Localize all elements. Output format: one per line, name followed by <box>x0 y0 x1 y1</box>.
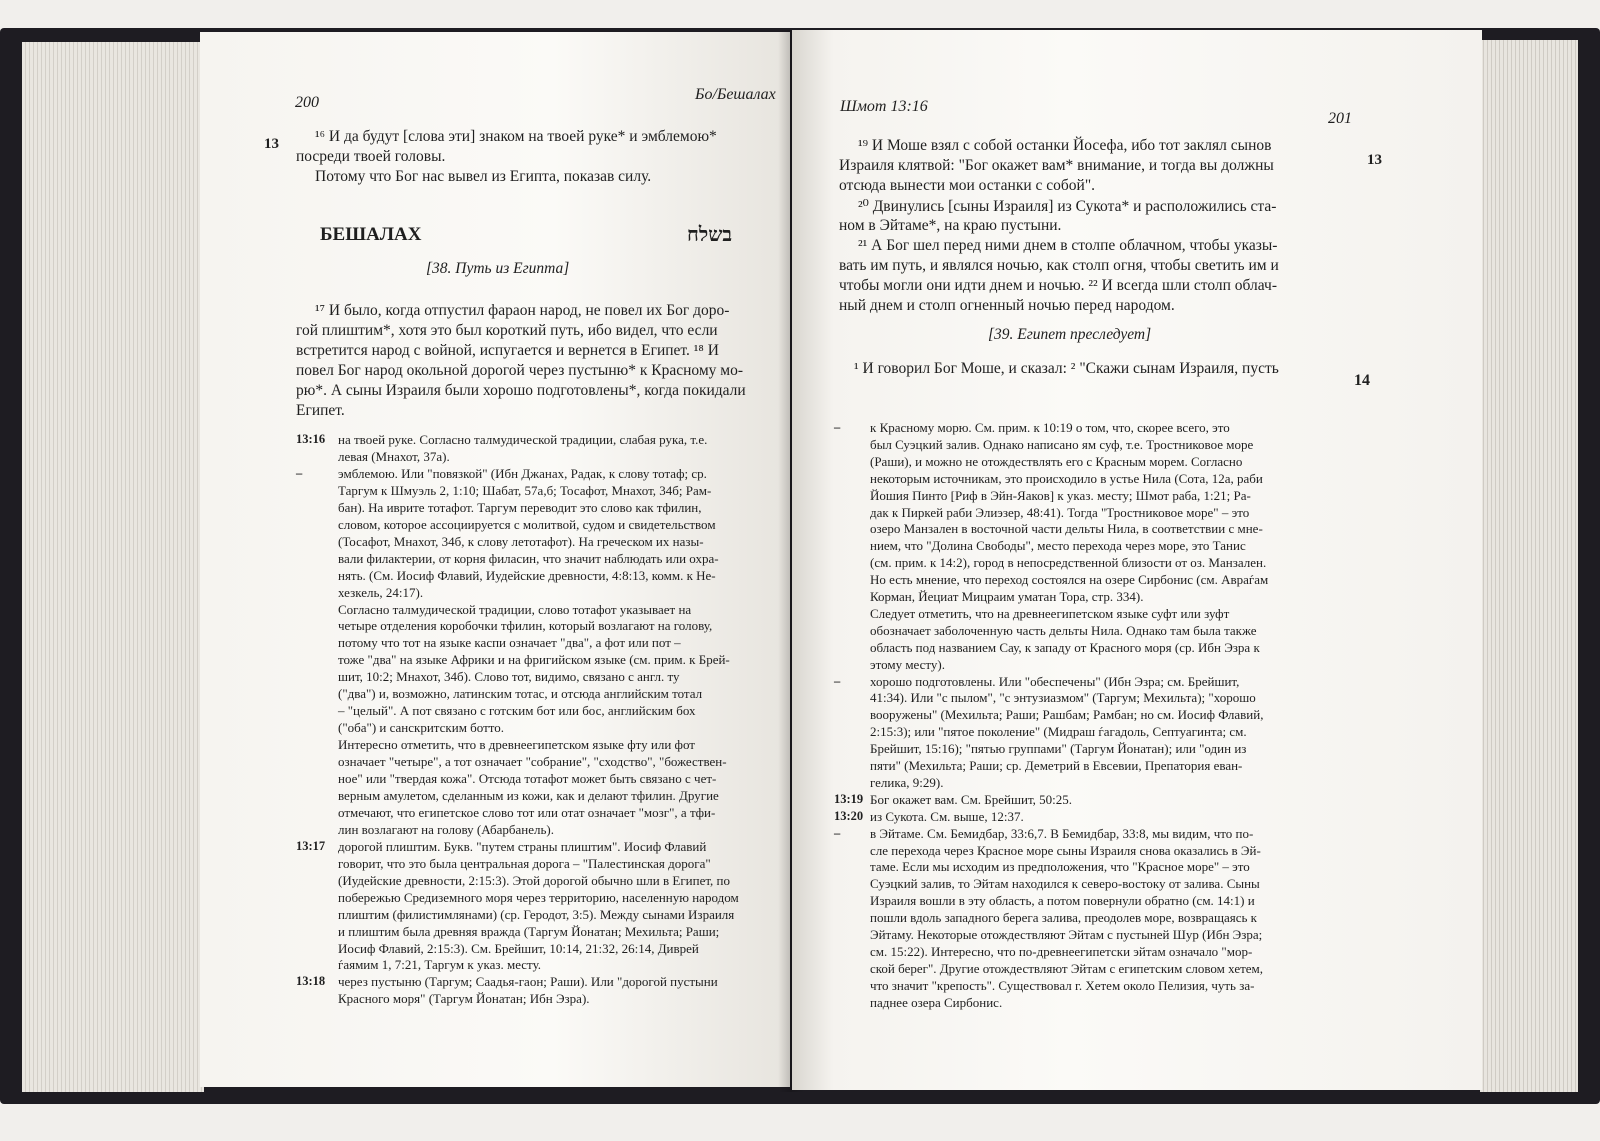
footnote-line: ѓаямим 1, 7:21, Таргум к указ. месту. <box>338 957 542 973</box>
verse-line: Египет. <box>296 402 345 419</box>
footnote-line: Йошия Пинто [Риф в Эйн-Яаков] к указ. месту; Шмот раба, 1:21; Ра- <box>870 487 1251 503</box>
running-head: Шмот 13:16 <box>840 98 928 115</box>
verse-line: ном в Эйтаме*, на краю пустыни. <box>839 217 1062 234</box>
footnote-line: 41:34). Или "с пылом", "с энтузиазмом" (Таргум; Мехильта); "хорошо <box>870 690 1256 706</box>
verse-line: ¹⁹ И Моше взял с собой останки Йосефа, ибо тот заклял сынов <box>858 137 1272 154</box>
footnote-line: сле перехода через Красное море сыны Израиля снова оказались в Эй- <box>870 842 1261 858</box>
footnote-line: (см. прим. к 14:2), город в непосредственной близости от оз. Манзален. <box>870 555 1267 571</box>
footnote-line: эмблемою. Или "повязкой" (Ибн Джанах, Радак, к слову тотаф; ср. <box>338 465 707 481</box>
footnote-line: ской берег". Другие отождествляют Эйтам с египетским словом хетем, <box>870 960 1264 976</box>
footnote-line: из Сукота. См. выше, 12:37. <box>870 808 1024 824</box>
footnote-line: Израиля вошли в эту область, а потом повернули обратно (см. 14:1) и <box>870 893 1255 909</box>
footnote-ref: – <box>834 420 841 434</box>
footnote-line: Корман, Йециат Мицраим уматан Тора, стр. 334). <box>870 589 1144 604</box>
footnote-line: некоторым источникам, это происходило в устье Нила (Сота, 12а, раби <box>870 470 1263 486</box>
footnote-line: отмечают, что египетское слово тот или отат означает "мозг", а тфи- <box>338 804 716 820</box>
footnote-line: Суэцкий залив, то Эйтам находился к северо-востоку от залива. Сыны <box>870 876 1260 892</box>
footnote-line: нием, что "Долина Свободы", место перехода через море, это Танис <box>870 538 1246 554</box>
section-heading: [39. Египет преследует] <box>988 326 1152 343</box>
footnote-line: 2:15:3); или "пятое поколение" (Мидраш ѓагадоль, Септуагинта; см. <box>870 724 1247 740</box>
footnote-line: хезкель, 24:17). <box>338 584 424 600</box>
parasha-title-hebrew: בשלח <box>687 224 732 246</box>
footnote-line: шит, 10:2; Мнахот, 34б). Слово тот, видимо, связано с англ. ту <box>338 669 680 685</box>
page-number: 201 <box>1328 110 1352 127</box>
verse-line: повел Бог народ окольной дорогой через пустыню* к Красному мо- <box>296 362 743 379</box>
footnote-ref: – <box>834 673 841 688</box>
footnote-ref: 13:19 <box>834 791 864 806</box>
footnote-line: что значит "крепость". Существовал г. Хетем около Пелизия, чуть за- <box>870 977 1255 993</box>
footnote-line: (Иудейские древности, 2:15:3). Этой дорогой обычно шли в Египет, по <box>338 872 730 888</box>
chapter-marker: 13 <box>264 136 279 152</box>
footnote-ref: 13:17 <box>296 838 326 853</box>
footnote-ref: – <box>296 465 303 480</box>
page-edges-left <box>22 42 204 1092</box>
footnote-line: ное" или "твердая кожа". Отсюда тотафот может быть связано с чет- <box>338 771 717 786</box>
left-page <box>200 32 790 1087</box>
verse-line: чтобы могли они идти днем и ночью. ²² И всегда шли столп облач- <box>839 277 1277 294</box>
footnote-line: область под названием Сау, к западу от Красного моря (ср. Ибн Эзра к <box>870 639 1260 655</box>
footnote-line: ("оба") и санскритским ботто. <box>338 720 505 736</box>
footnote-line: означает "четыре", а тот означает "собрание", "сходство", "божествен- <box>338 754 727 770</box>
footnote-line: таме. Если мы исходим из предположения, что "Красное море" – это <box>870 859 1250 875</box>
footnote-line: лин возлагают на голову (Абарбанель). <box>338 821 554 837</box>
footnote-line: Интересно отметить, что в древнеегипетском языке фту или фот <box>338 737 695 753</box>
verse-line: вать им путь, и являлся ночью, как столп огня, чтобы светить им и <box>839 257 1279 274</box>
footnote-line: через пустыню (Таргум; Саадья-гаон; Раши). Или "дорогой пустыни <box>338 974 718 990</box>
footnote-line: паднее озера Сирбонис. <box>870 994 1003 1010</box>
verse-line: посреди твоей головы. <box>296 148 446 165</box>
footnote-line: говорит, что это была центральная дорога – "Палестинская дорога" <box>338 855 711 871</box>
footnote-line: нять. (См. Иосиф Флавий, Иудейские древности, 4:8:13, комм. к Не- <box>338 567 716 583</box>
footnote-line: Но есть мнение, что переход состоялся на озере Сирбонис (см. Авраѓам <box>870 572 1269 588</box>
footnote-line: пяти" (Мехильта; Раши; ср. Деметрий в Евсевии, Препатория еван- <box>870 758 1243 773</box>
verse-line: ²⁰ Двинулись [сыны Израиля] из Сукота* и расположились ста- <box>858 198 1277 215</box>
footnote-line: (Тосафот, Мнахот, 34б, к слову летотафот). На греческом их назы- <box>338 533 704 549</box>
footnote-line: Таргум к Шмуэль 2, 1:10; Шабат, 57а,б; Тосафот, Мнахот, 34б; Рам- <box>338 482 712 498</box>
footnote-line: в Эйтаме. См. Бемидбар, 33:6,7. В Бемидбар, 33:8, мы видим, что по- <box>870 825 1254 841</box>
verse-line: ный днем и столп огненный ночью перед народом. <box>839 297 1175 314</box>
footnote-line: Следует отметить, что на древнеегипетском языке суфт или зуфт <box>870 605 1230 621</box>
footnote-line: Иосиф Флавий, 2:15:3). См. Брейшит, 10:14, 21:32, 26:14, Диврей <box>338 940 699 956</box>
footnote-line: дак к Пиркей раби Элиэзер, 48:41). Тогда "Тростниковое море" – это <box>870 504 1250 520</box>
footnote-line: Красного моря" (Таргум Йонатан; Ибн Эзра). <box>338 991 590 1007</box>
chapter-marker: 14 <box>1354 372 1370 389</box>
verse-line: ²¹ А Бог шел перед ними днем в столпе облачном, чтобы указы- <box>858 237 1278 254</box>
footnote-line: ("два") и, возможно, латинским тотас, и отсюда английским тотал <box>338 686 703 702</box>
footnote-line: хорошо подготовлены. Или "обеспечены" (Ибн Эзра; см. Брейшит, <box>870 673 1240 689</box>
running-head: Бо/Бешалах <box>695 86 776 103</box>
page-number: 200 <box>295 94 319 111</box>
footnote-line: вооружены" (Мехильта; Раши; Рашбам; Рамбан; но см. Иосиф Флавий, <box>870 707 1264 723</box>
footnote-line: потому что тот на языке каспи означает "два", а фот или пот – <box>338 635 681 651</box>
footnote-line: к Красному морю. См. прим. к 10:19 о том, что, скорее всего, это <box>870 420 1230 435</box>
footnote-line: озеро Манзален в восточной части дельты Нила, в соответствии с мне- <box>870 521 1263 537</box>
right-page <box>792 30 1482 1090</box>
footnote-line: этому месту). <box>870 656 945 672</box>
footnote-line: Бог окажет вам. См. Брейшит, 50:25. <box>870 791 1073 807</box>
verse-line: ¹ И говорил Бог Моше, и сказал: ² "Скажи сынам Израиля, пусть <box>854 360 1279 377</box>
verse-line: встретится народ с войной, испугается и вернется в Египет. ¹⁸ И <box>296 342 719 359</box>
verse-line: рю*. А сыны Израиля были хорошо подготовлены*, когда покидали <box>296 382 746 399</box>
section-heading: [38. Путь из Египта] <box>426 260 570 277</box>
footnote-line: словом, которое ассоциируется с молитвой, судом и свидетельством <box>338 516 716 532</box>
footnote-line: левая (Мнахот, 37а). <box>338 448 450 464</box>
footnote-line: гелика, 9:29). <box>870 774 944 790</box>
footnote-line: Эйтаму. Некоторые отождествляют Эйтам с пустыней Шур (Ибн Эзра; <box>870 927 1263 942</box>
footnote-ref: 13:18 <box>296 974 326 989</box>
footnote-line: Согласно талмудической традиции, слово тотафот указывает на <box>338 601 692 617</box>
verse-line: гой плиштим*, хотя это был короткий путь, ибо видел, что если <box>296 322 718 339</box>
footnote-line: тоже "два" на языке Африки и на фригийском языке (см. прим. к Брей- <box>338 652 730 668</box>
footnote-line: плиштим (филистимлянами) (ср. Геродот, 3:5). Между сынами Израиля <box>338 906 735 922</box>
verse-line: Потому что Бог нас вывел из Египта, показав силу. <box>315 168 652 185</box>
footnote-ref: 13:20 <box>834 808 864 823</box>
verse-line: отсюда вынести мои останки с собой". <box>839 177 1096 194</box>
footnote-line: обозначает заболоченную часть дельты Нила. Однако там была также <box>870 622 1257 638</box>
footnote-line: побережью Средиземного моря через территорию, населенную народом <box>338 889 739 905</box>
footnote-line: бан). На иврите тотафот. Таргум переводит это слово как тфилин, <box>338 499 702 515</box>
parasha-title: БЕШАЛАХ <box>320 224 422 245</box>
page-edges-right <box>1480 40 1578 1092</box>
chapter-marker: 13 <box>1367 152 1382 168</box>
footnote-line: верным амулетом, сделанным из кожи, как и делают тфилин. Другие <box>338 787 719 803</box>
footnote-line: вали филактерии, от корня филасин, что значит наблюдать или охра- <box>338 550 719 566</box>
footnote-line: см. 15:22). Интересно, что по-древнеегипетски эйтам означало "мор- <box>870 943 1253 959</box>
footnote-line: Брейшит, 15:16); "пятью группами" (Таргум Йонатан); или "один из <box>870 741 1247 757</box>
footnote-line: дорогой плиштим. Букв. "путем страны плиштим". Иосиф Флавий <box>338 838 707 854</box>
footnote-line: (Раши), и можно не отождествлять его с Красным морем. Согласно <box>870 453 1243 469</box>
footnote-line: пошли вдоль западного берега залива, преодолев море, возвращаясь к <box>870 910 1257 926</box>
footnote-ref: – <box>834 825 841 840</box>
footnote-line: – "целый". А пот связано с готским бот или бос, английским бох <box>338 703 696 719</box>
footnote-line: на твоей руке. Согласно талмудической традиции, слабая рука, т.е. <box>338 432 708 447</box>
footnote-ref: 13:16 <box>296 432 326 446</box>
verse-line: ¹⁶ И да будут [слова эти] знаком на твоей руке* и эмблемою* <box>315 128 717 145</box>
verse-line: Израиля клятвой: "Бог окажет вам* внимание, и тогда вы должны <box>839 157 1274 174</box>
footnote-line: четыре отделения коробочки тфилин, который возлагают на голову, <box>338 618 713 634</box>
verse-line: ¹⁷ И было, когда отпустил фараон народ, не повел их Бог доро- <box>315 302 730 319</box>
footnote-line: был Суэцкий залив. Однако написано ям суф, т.е. Тростниковое море <box>870 436 1254 452</box>
footnote-line: и плиштим была древняя вражда (Таргум Йонатан; Мехильта; Раши; <box>338 923 720 939</box>
